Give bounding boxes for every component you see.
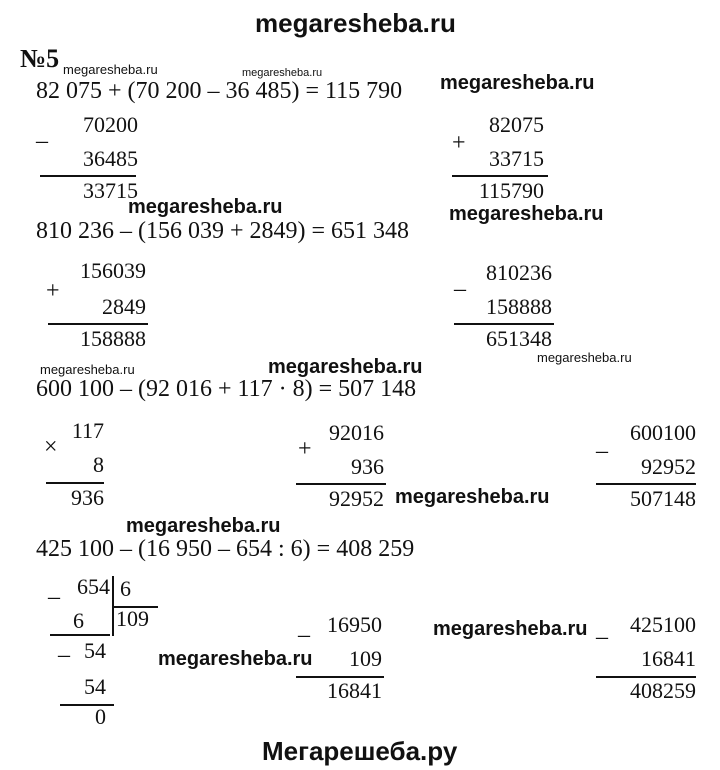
watermark: megaresheba.ru [449,203,604,225]
step-line [50,634,110,636]
operand-top: 156039 [80,258,146,283]
times-sign: × [44,434,58,460]
result: 92952 [329,486,384,511]
equation-2: 810 236 – (156 039 + 2849) = 651 348 [36,218,410,244]
operand-top: 600100 [630,420,696,445]
result: 158888 [80,326,146,351]
operand-top: 425100 [630,612,696,637]
operand-bottom: 109 [349,646,382,671]
operand-top: 82075 [489,112,544,137]
result-line [46,482,104,484]
operand-bottom: 33715 [489,146,544,171]
operand-bottom: 2849 [102,294,146,319]
operand-top: 117 [71,418,104,443]
watermark: megaresheba.ru [395,486,550,508]
minus-sign: – [298,622,310,648]
divisor: 6 [120,576,131,601]
minus-sign: – [36,128,48,154]
minus-sign: – [596,438,608,464]
watermark: megaresheba.ru [158,648,313,670]
operand-bottom: 16841 [641,646,696,671]
watermark: megaresheba.ru [128,196,283,218]
result: 651348 [486,326,552,351]
result-line [452,175,548,177]
result: 408259 [630,678,696,703]
result: 936 [71,485,104,510]
remainder-final: 0 [95,704,106,729]
plus-sign: + [298,436,312,462]
operand-top: 92016 [329,420,384,445]
problem-number: №5 [20,44,60,73]
operand-bottom: 936 [351,454,384,479]
quotient: 109 [116,606,149,631]
operand-top: 16950 [327,612,382,637]
operand-top: 810236 [486,260,552,285]
subtrahend-1: 6 [73,608,84,633]
equation-3: 600 100 – (92 016 + 117 · 8) = 507 148 [36,376,417,402]
result-line [48,323,148,325]
minus-sign: – [48,584,60,610]
watermark: megaresheba.ru [40,362,135,377]
result-line [296,483,386,485]
watermark: megaresheba.ru [433,618,588,640]
watermark: megaresheba.ru [63,62,158,77]
result: 115790 [478,178,544,203]
result-line [454,323,554,325]
site-header[interactable]: megaresheba.ru [255,8,456,38]
watermark: megaresheba.ru [126,515,281,537]
watermark: megaresheba.ru [537,350,632,365]
plus-sign: + [46,278,60,304]
operand-top: 70200 [83,112,138,137]
equation-1: 82 075 + (70 200 – 36 485) = 115 790 [36,78,403,104]
site-footer[interactable]: Мегарешеба.ру [262,736,458,766]
remainder-1: 54 [84,638,106,663]
result: 507148 [630,486,696,511]
operand-bottom: 36485 [83,146,138,171]
minus-sign: – [58,642,70,668]
result-line [596,483,696,485]
result: 16841 [327,678,382,703]
watermark: megaresheba.ru [242,67,323,79]
plus-sign: + [452,130,466,156]
minus-sign: – [454,276,466,302]
watermark: megaresheba.ru [440,72,595,94]
equation-4: 425 100 – (16 950 – 654 : 6) = 408 259 [36,536,415,562]
operand-bottom: 8 [93,452,104,477]
result: 33715 [83,178,138,203]
watermark: megaresheba.ru [268,356,423,378]
result-line [40,175,136,177]
operand-bottom: 158888 [486,294,552,319]
operand-bottom: 92952 [641,454,696,479]
dividend: 654 [77,574,110,599]
subtrahend-2: 54 [84,674,106,699]
minus-sign: – [596,624,608,650]
